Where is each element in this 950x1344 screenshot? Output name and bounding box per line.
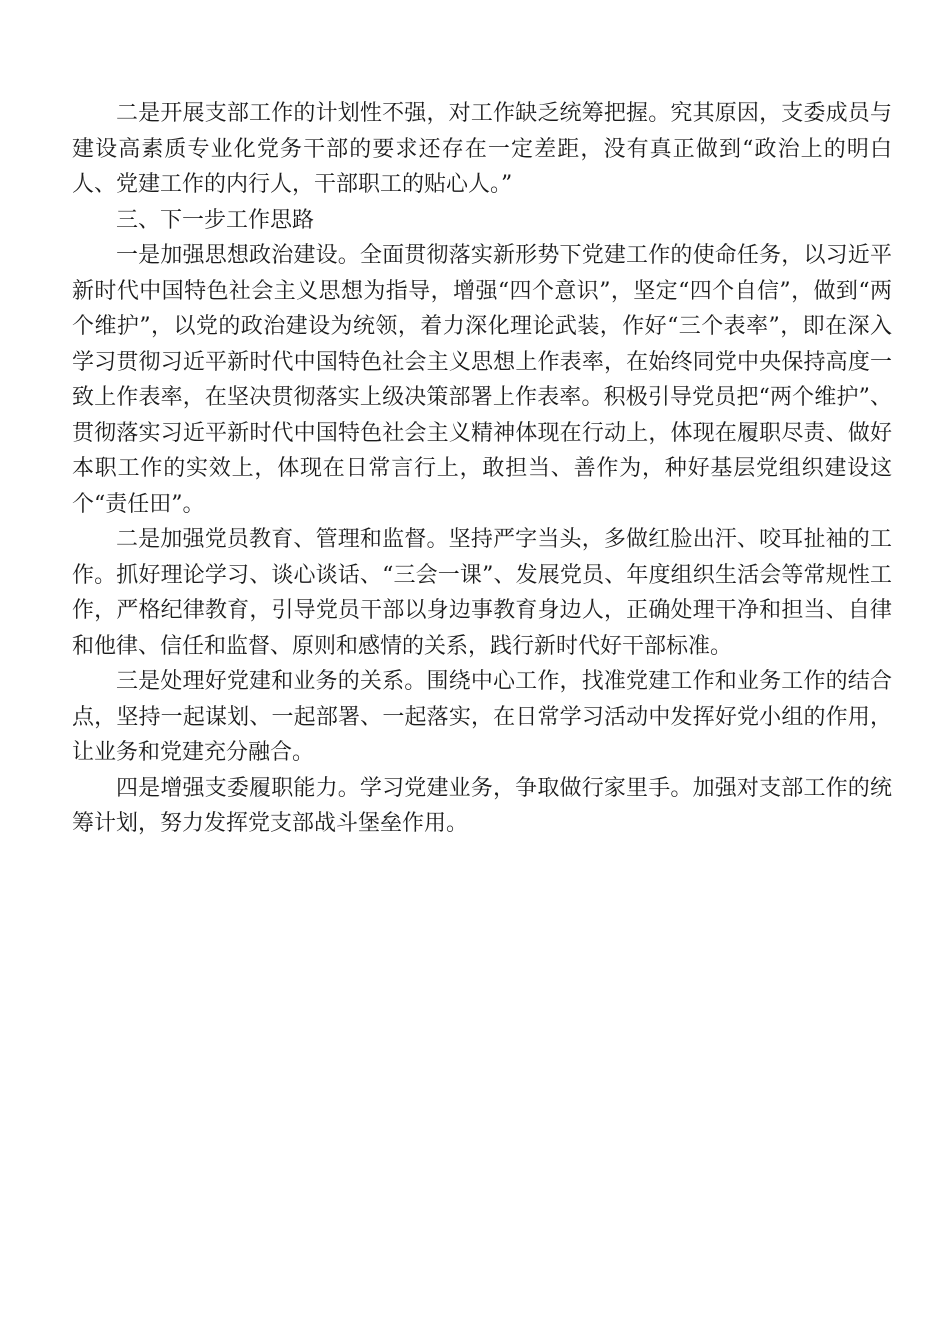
document-page (72, 96, 892, 842)
paragraph-planning-weakness: 二是开展支部工作的计划性不强，对工作缺乏统筹把握。究其原因，支委成员与建设高素质专业化党务干部的要求还存在一定差距，没有真正做到“政治上的明白人、党建工作的内行人，干部职工的贴心人。” (72, 101, 892, 197)
paragraph-party-business-relation: 三是处理好党建和业务的关系。围绕中心工作，找准党建工作和业务工作的结合点，坚持一起谋划、一起部署、一起落实，在日常学习活动中发挥好党小组的作用，让业务和党建充分融合。 (72, 669, 892, 765)
section-heading-next-steps: 三、下一步工作思路 (116, 207, 315, 233)
paragraph-member-education: 二是加强党员教育、管理和监督。坚持严字当头，多做红脸出汗、咬耳扯袖的工作。抓好理论学习、谈心谈话、“三会一课”、发展党员、年度组织生活会等常规性工作，严格纪律教育，引导党员干部以身边事教育身边人，正确处理干净和担当、自律和他律、信任和监督、原则和感情的关系，践行新时代好干部标准。 (72, 527, 892, 659)
paragraph-committee-capability: 四是增强支委履职能力。学习党建业务，争取做行家里手。加强对支部工作的统筹计划，努力发挥党支部战斗堡垒作用。 (72, 775, 892, 836)
paragraph-political-building: 一是加强思想政治建设。全面贯彻落实新形势下党建工作的使命任务，以习近平新时代中国特色社会主义思想为指导，增强“四个意识”，坚定“四个自信”，做到“两个维护”，以党的政治建设为统领，着力深化理论武装，作好“三个表率”，即在深入学习贯彻习近平新时代中国特色社会主义思想上作表率，在始终同党中央保持高度一致上作表率，在坚决贯彻落实上级决策部署上作表率。积极引导党员把“两个维护”、贯彻落实习近平新时代中国特色社会主义精神体现在行动上，体现在履职尽责、做好本职工作的实效上，体现在日常言行上，敢担当、善作为，种好基层党组织建设这个“责任田”。 (72, 243, 892, 517)
